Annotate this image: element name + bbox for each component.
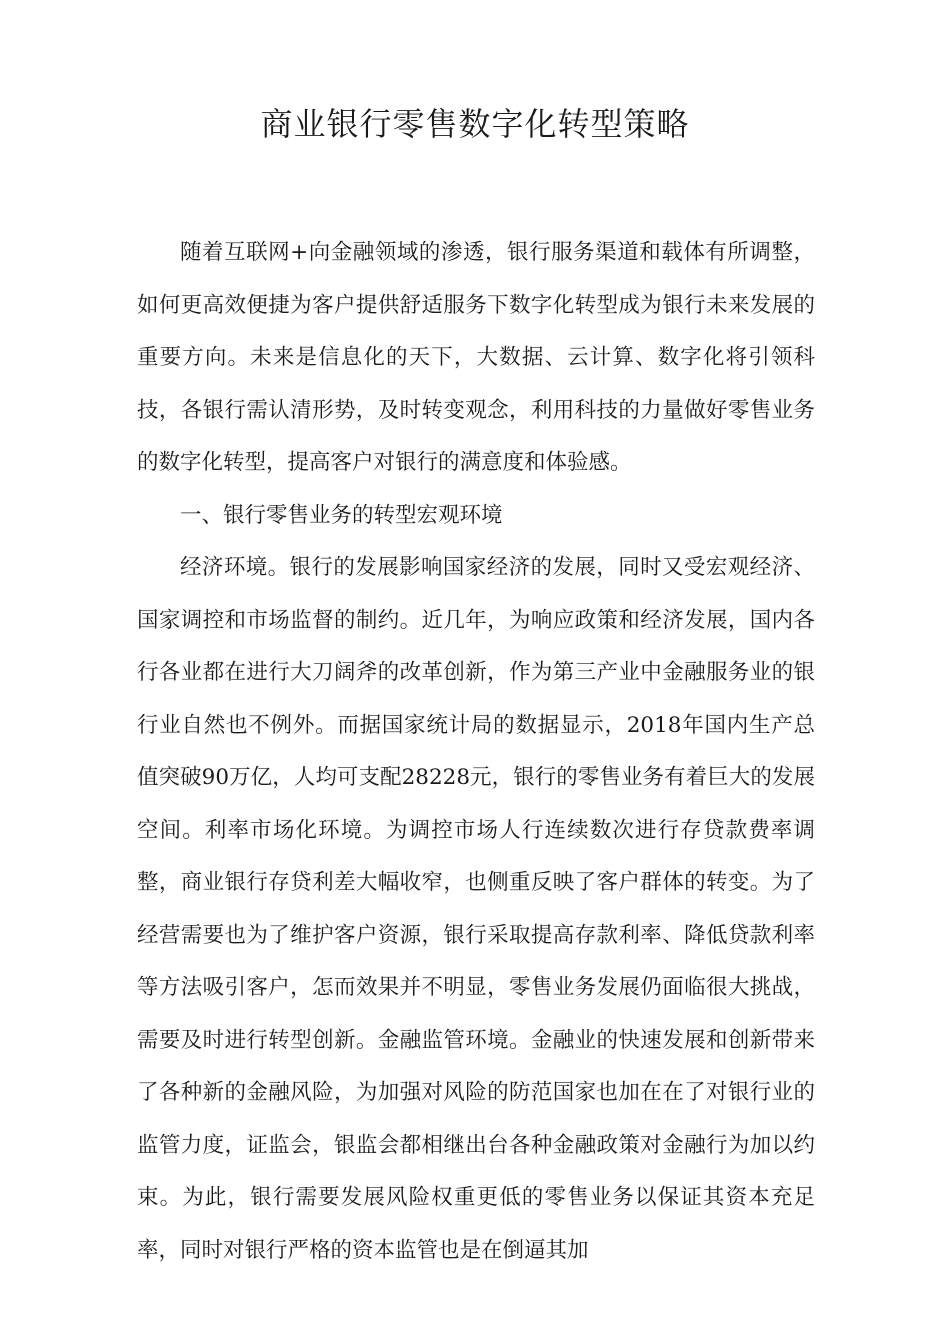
document-body bbox=[137, 227, 815, 1277]
economic-environment-paragraph: 经济环境。银行的发展影响国家经济的发展，同时又受宏观经济、国家调控和市场监督的制约。近几年，为响应政策和经济发展，国内各行各业都在进行大刀阔斧的改革创新，作为第三产业中金融服务业的银行业自然也不例外。而据国家统计局的数据显示，2018年国内生产总值突破90万亿，人均可支配28228元，银行的零售业务有着巨大的发展空间。利率市场化环境。为调控市场人行连续数次进行存贷款费率调整，商业银行存贷利差大幅收窄，也侧重反映了客户群体的转变。为了经营需要也为了维护客户资源，银行采取提高存款利率、降低贷款利率等方法吸引客户，怎而效果并不明显，零售业务发展仍面临很大挑战，需要及时进行转型创新。金融监管环境。金融业的快速发展和创新带来了各种新的金融风险，为加强对风险的防范国家也加在在了对银行业的监管力度，证监会，银监会都相继出台各种金融政策对金融行为加以约束。为此，银行需要发展风险权重更低的零售业务以保证其资本充足率，同时对银行严格的资本监管也是在倒逼其加 bbox=[137, 555, 816, 1263]
section-heading: 一、银行零售业务的转型宏观环境 bbox=[180, 502, 503, 528]
document-title: 商业银行零售数字化转型策略 bbox=[260, 105, 690, 143]
intro-paragraph: 随着互联网+向金融领域的渗透，银行服务渠道和载体有所调整，如何更高效便捷为客户提供舒适服务下数字化转型成为银行未来发展的重要方向。未来是信息化的天下，大数据、云计算、数字化将引领科技，各银行需认清形势，及时转变观念，利用科技的力量做好零售业务的数字化转型，提高客户对银行的满意度和体验感。 bbox=[137, 240, 815, 475]
